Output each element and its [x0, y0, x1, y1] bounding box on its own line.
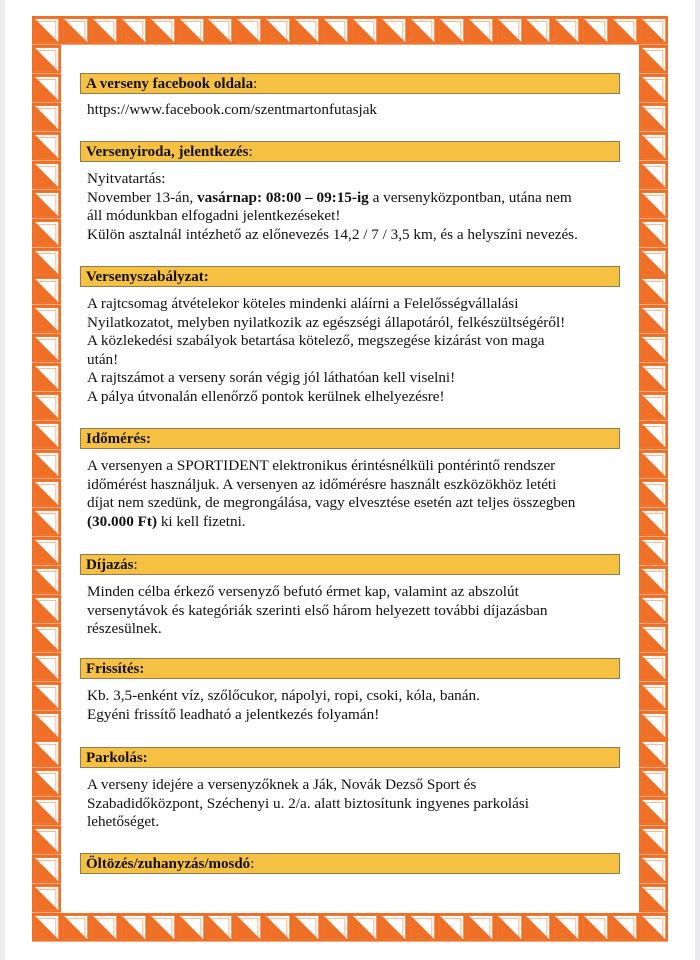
section-body-facebook — [87, 101, 627, 120]
orange-triangle-tile-icon — [263, 16, 292, 45]
body-line: Nyilatkozatot, melyben nyilatkozik az egészségi állapotáról, felkészültségéről! — [87, 313, 566, 331]
orange-triangle-tile-icon — [639, 161, 668, 190]
body-line: A rajtcsomag átvételekor köteles mindenki aláírni a Felelősségvállalási — [87, 295, 519, 312]
orange-triangle-tile-icon — [379, 16, 408, 45]
orange-triangle-tile-icon — [234, 16, 263, 45]
body-line-rich — [87, 189, 627, 208]
orange-triangle-tile-icon — [437, 16, 466, 45]
orange-triangle-tile-icon — [32, 16, 61, 45]
orange-triangle-tile-icon — [32, 190, 61, 219]
orange-triangle-tile-icon — [610, 913, 639, 942]
orange-triangle-tile-icon — [495, 16, 524, 45]
orange-triangle-tile-icon — [177, 913, 206, 942]
orange-triangle-tile-icon — [32, 826, 61, 855]
orange-triangle-tile-icon — [32, 768, 61, 797]
orange-triangle-tile-icon — [32, 884, 61, 913]
section-title: A verseny facebook oldala — [86, 76, 254, 92]
orange-triangle-tile-icon — [552, 913, 581, 942]
body-line: A pálya útvonalán ellenőrző pontok kerülnek elhelyezésre! — [87, 387, 445, 405]
section-body-parking — [87, 776, 627, 832]
orange-triangle-tile-icon — [263, 913, 292, 942]
orange-triangle-tile-icon — [639, 797, 668, 826]
section-header-rules — [80, 266, 620, 287]
orange-triangle-tile-icon — [32, 739, 61, 768]
orange-triangle-tile-icon — [639, 884, 668, 913]
section-colon: : — [203, 269, 209, 285]
section-title: Frissítés — [86, 661, 140, 677]
orange-triangle-tile-icon — [32, 624, 61, 653]
section-header-registration — [80, 141, 620, 162]
orange-triangle-tile-icon — [639, 190, 668, 219]
body-line: után! — [87, 350, 119, 368]
orange-triangle-tile-icon — [350, 16, 379, 45]
orange-triangle-tile-icon — [581, 16, 610, 45]
section-title: Versenyszabályzat — [86, 269, 204, 285]
orange-triangle-tile-icon — [379, 913, 408, 942]
orange-triangle-tile-icon — [639, 74, 668, 103]
orange-triangle-tile-icon — [32, 305, 61, 334]
orange-triangle-tile-icon — [639, 479, 668, 508]
orange-triangle-tile-icon — [32, 537, 61, 566]
section-body-timing — [87, 457, 627, 531]
orange-triangle-tile-icon — [639, 768, 668, 797]
orange-triangle-tile-icon — [292, 16, 321, 45]
body-line: Szabadidőközpont, Széchenyi u. 2/a. alatt biztosítunk ingyenes parkolási — [87, 794, 530, 812]
section-body-rules — [87, 295, 627, 407]
orange-triangle-tile-icon — [32, 45, 61, 74]
body-line: Nyitvatartás: — [87, 170, 166, 187]
orange-triangle-tile-icon — [32, 595, 61, 624]
orange-triangle-tile-icon — [32, 450, 61, 479]
orange-triangle-tile-icon — [32, 653, 61, 682]
orange-triangle-tile-icon — [639, 305, 668, 334]
orange-triangle-tile-icon — [639, 826, 668, 855]
orange-triangle-tile-icon — [408, 16, 437, 45]
orange-triangle-tile-icon — [639, 276, 668, 305]
body-line: Külön asztalnál intézhető az előnevezés 14,2 / 7 / 3,5 km, és a helyszíni nevezés. — [87, 225, 578, 243]
orange-triangle-tile-icon — [32, 219, 61, 248]
orange-triangle-tile-icon — [32, 74, 61, 103]
orange-triangle-tile-icon — [32, 103, 61, 132]
orange-triangle-tile-icon — [639, 450, 668, 479]
orange-triangle-tile-icon — [292, 913, 321, 942]
orange-triangle-tile-icon — [639, 711, 668, 740]
orange-triangle-tile-icon — [148, 913, 177, 942]
orange-triangle-tile-icon — [639, 363, 668, 392]
orange-triangle-tile-icon — [639, 855, 668, 884]
orange-triangle-tile-icon — [32, 682, 61, 711]
orange-triangle-tile-icon — [639, 219, 668, 248]
body-line: Egyéni frissítő leadható a jelentkezés folyamán! — [87, 705, 380, 723]
orange-triangle-tile-icon — [639, 392, 668, 421]
orange-triangle-tile-icon — [32, 334, 61, 363]
orange-triangle-tile-icon — [639, 45, 668, 74]
orange-triangle-tile-icon — [552, 16, 581, 45]
orange-triangle-tile-icon — [90, 16, 119, 45]
orange-triangle-tile-icon — [148, 16, 177, 45]
body-line: Kb. 3,5-enként víz, szőlőcukor, nápolyi, ropi, csoki, kóla, banán. — [87, 687, 480, 704]
section-colon: : — [142, 750, 148, 766]
orange-triangle-tile-icon — [32, 913, 61, 942]
orange-triangle-tile-icon — [32, 276, 61, 305]
orange-triangle-tile-icon — [639, 103, 668, 132]
orange-triangle-tile-icon — [32, 566, 61, 595]
orange-triangle-tile-icon — [321, 913, 350, 942]
body-line: díjat nem szedünk, de megrongálása, vagy elvesztése esetén azt teljes összegben — [87, 494, 576, 512]
section-title: Díjazás — [86, 557, 134, 573]
body-line: A verseny idejére a versenyzőknek a Ják, Novák Dezső Sport és — [87, 776, 477, 793]
orange-triangle-tile-icon — [581, 913, 610, 942]
orange-triangle-tile-icon — [639, 334, 668, 363]
body-line: versenytávok és kategóriák szerinti első három helyezett további díjazásban — [87, 601, 548, 619]
orange-triangle-tile-icon — [119, 16, 148, 45]
orange-triangle-tile-icon — [408, 913, 437, 942]
orange-triangle-tile-icon — [639, 566, 668, 595]
orange-triangle-tile-icon — [32, 161, 61, 190]
text-run: a versenyközpontban, utána nem — [368, 188, 572, 206]
section-header-facebook — [80, 73, 620, 94]
orange-triangle-tile-icon — [437, 913, 466, 942]
orange-triangle-tile-icon — [639, 421, 668, 450]
orange-triangle-tile-icon — [610, 16, 639, 45]
orange-triangle-tile-icon — [639, 508, 668, 537]
opening-hours: vasárnap: 08:00 – 09:15-ig — [197, 188, 369, 206]
orange-triangle-tile-icon — [639, 595, 668, 624]
orange-triangle-tile-icon — [119, 913, 148, 942]
orange-triangle-tile-icon — [639, 248, 668, 277]
orange-triangle-tile-icon — [234, 913, 263, 942]
orange-triangle-tile-icon — [61, 16, 90, 45]
orange-triangle-tile-icon — [523, 913, 552, 942]
body-line: lehetőséget. — [87, 813, 160, 831]
orange-triangle-tile-icon — [639, 739, 668, 768]
orange-triangle-tile-icon — [495, 913, 524, 942]
body-line: A rajtszámot a verseny során végig jól láthatóan kell viselni! — [87, 369, 456, 387]
body-line: áll módunkban elfogadni jelentkezéseket! — [87, 207, 341, 225]
orange-triangle-tile-icon — [350, 913, 379, 942]
deposit-amount: (30.000 Ft) — [87, 512, 158, 530]
orange-triangle-tile-icon — [639, 913, 668, 942]
orange-triangle-tile-icon — [32, 248, 61, 277]
orange-triangle-tile-icon — [205, 16, 234, 45]
section-colon: : — [253, 76, 258, 92]
text-run: ki kell fizetni. — [157, 512, 246, 530]
page-edge-right — [695, 0, 700, 960]
section-colon: : — [248, 144, 253, 160]
orange-triangle-tile-icon — [523, 16, 552, 45]
orange-triangle-tile-icon — [32, 363, 61, 392]
orange-triangle-tile-icon — [639, 16, 668, 45]
orange-triangle-tile-icon — [466, 913, 495, 942]
page-edge-left — [0, 0, 5, 960]
section-body-refreshments — [87, 687, 627, 724]
section-header-refreshments — [80, 658, 620, 679]
orange-triangle-tile-icon — [32, 855, 61, 884]
body-line: A versenyen a SPORTIDENT elektronikus érintésnélküli pontérintő rendszer — [87, 457, 556, 474]
section-colon: : — [146, 431, 151, 447]
section-colon: : — [250, 856, 255, 872]
orange-triangle-tile-icon — [177, 16, 206, 45]
orange-triangle-tile-icon — [639, 624, 668, 653]
orange-triangle-tile-icon — [466, 16, 495, 45]
orange-triangle-tile-icon — [32, 711, 61, 740]
facebook-link[interactable]: https://www.facebook.com/szentmartonfutasjak — [87, 101, 378, 118]
orange-triangle-tile-icon — [639, 682, 668, 711]
section-body-awards — [87, 583, 627, 639]
body-line: A közlekedési szabályok betartása kötelező, megszegése kizárást von maga — [87, 332, 545, 350]
body-line-rich — [87, 513, 627, 532]
orange-triangle-tile-icon — [639, 537, 668, 566]
section-header-timing — [80, 428, 620, 449]
orange-triangle-tile-icon — [32, 132, 61, 161]
section-header-parking — [80, 747, 620, 768]
body-line: részesülnek. — [87, 620, 162, 638]
orange-triangle-tile-icon — [32, 392, 61, 421]
section-colon: : — [139, 661, 145, 677]
text-run: November 13-án, — [87, 188, 198, 206]
orange-triangle-tile-icon — [32, 479, 61, 508]
orange-triangle-tile-icon — [639, 132, 668, 161]
orange-triangle-tile-icon — [61, 913, 90, 942]
section-header-changing-rooms — [80, 853, 620, 874]
body-line: Minden célba érkező versenyző befutó érmet kap, valamint az abszolút — [87, 583, 519, 600]
section-title: Parkolás — [86, 750, 143, 766]
orange-triangle-tile-icon — [32, 797, 61, 826]
section-colon: : — [133, 557, 138, 573]
section-title: Időmérés — [86, 431, 146, 447]
section-body-registration — [87, 170, 627, 244]
section-header-awards — [80, 554, 620, 575]
body-line: időmérést használjuk. A versenyen az időmérésre használt eszközökhöz letéti — [87, 475, 557, 493]
orange-triangle-tile-icon — [90, 913, 119, 942]
orange-triangle-tile-icon — [205, 913, 234, 942]
orange-triangle-tile-icon — [639, 653, 668, 682]
orange-triangle-tile-icon — [321, 16, 350, 45]
orange-triangle-tile-icon — [32, 508, 61, 537]
section-title: Öltözés/zuhanyzás/mosdó — [86, 856, 251, 872]
section-title: Versenyiroda, jelentkezés — [86, 144, 249, 160]
orange-triangle-tile-icon — [32, 421, 61, 450]
